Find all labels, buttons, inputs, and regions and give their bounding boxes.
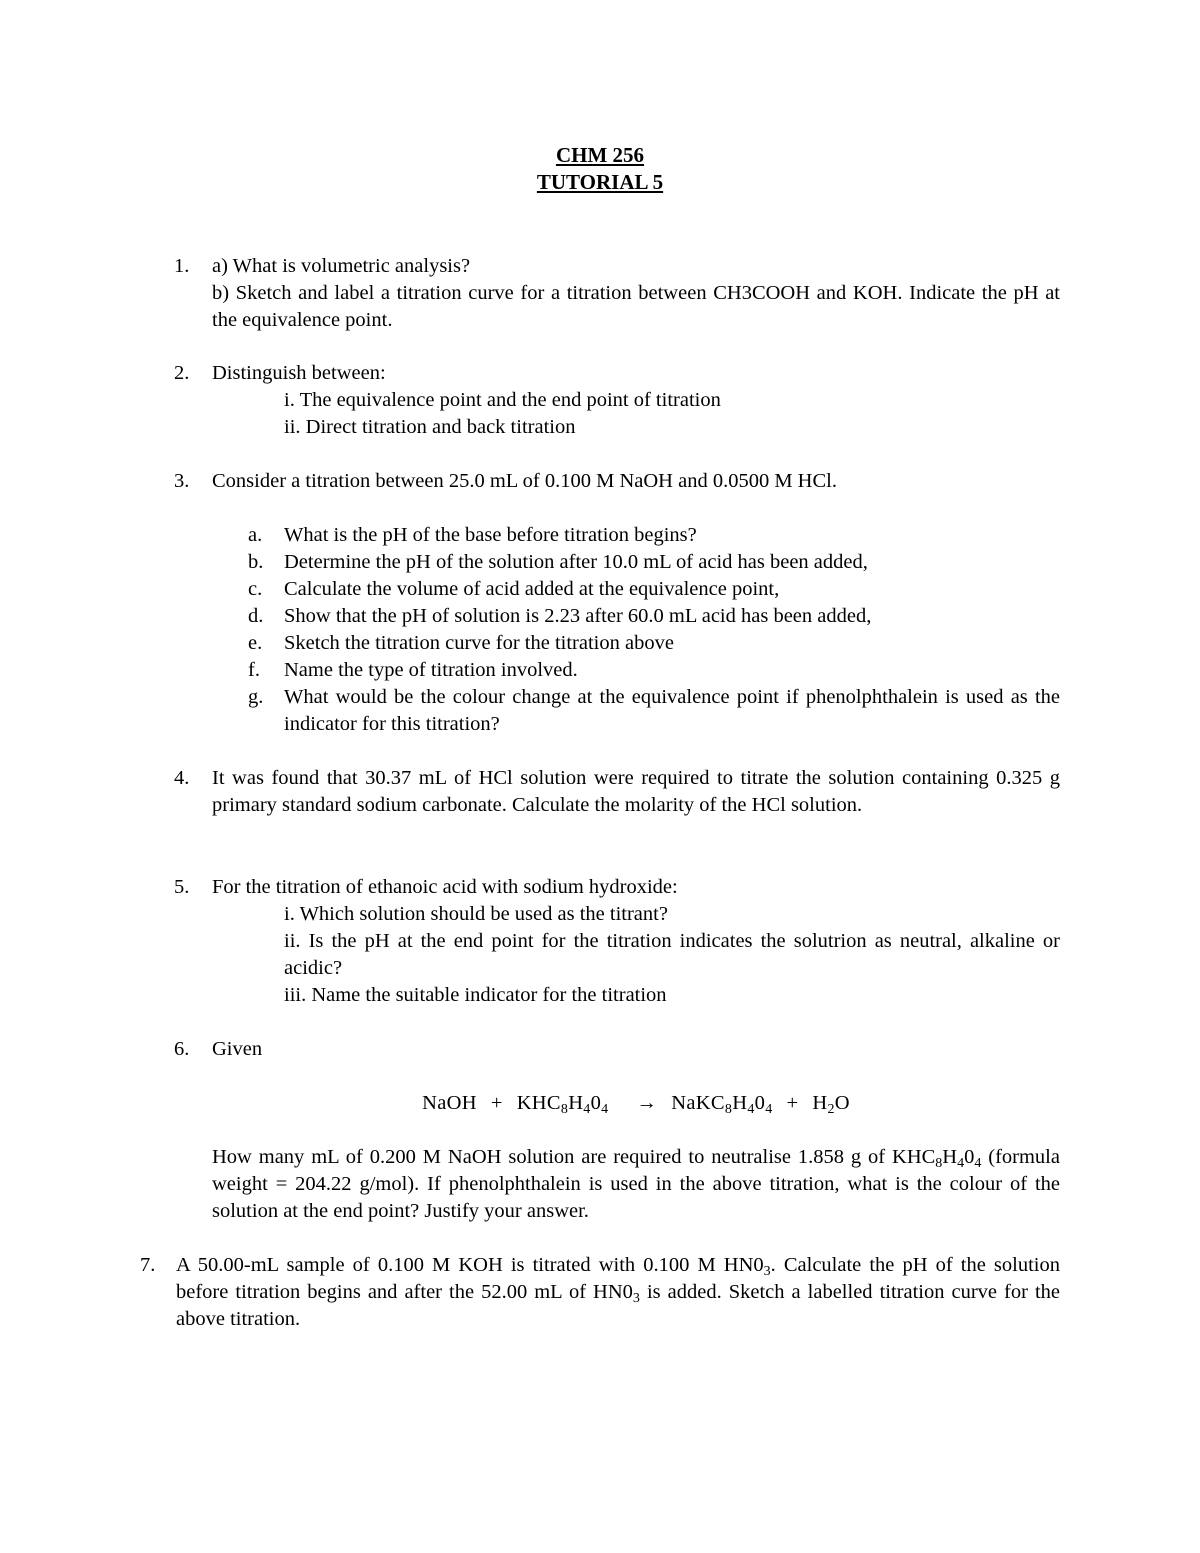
question-5-i: i. Which solution should be used as the titrant? xyxy=(284,903,668,925)
question-number: 7. xyxy=(140,1254,156,1276)
question-3e xyxy=(248,630,1060,657)
subscript: 2 xyxy=(827,1102,835,1117)
question-number: 1. xyxy=(174,255,190,277)
subscript: 4 xyxy=(583,1102,591,1117)
item-text: Determine the pH of the solution after 10.0 mL of acid has been added, xyxy=(284,551,868,573)
question-3g xyxy=(248,684,1060,738)
equation-operator: + xyxy=(786,1092,799,1114)
equation-term: KHC xyxy=(516,1092,561,1114)
equation-term: 0 xyxy=(590,1092,602,1114)
item-letter: a. xyxy=(248,524,263,546)
question-6-text xyxy=(212,1144,1060,1225)
subscript: 4 xyxy=(765,1102,773,1117)
item-text: What would be the colour change at the equivalence point if phenolphthalein is used as the indicator for this titration? xyxy=(284,686,1060,735)
item-letter: f. xyxy=(248,659,260,681)
question-6 xyxy=(174,1036,1060,1225)
question-number: 6. xyxy=(174,1038,190,1060)
question-2-intro: Distinguish between: xyxy=(212,362,386,384)
question-5 xyxy=(174,874,1060,1009)
text-run: H xyxy=(942,1146,958,1168)
question-3-intro: Consider a titration between 25.0 mL of 0.100 M NaOH and 0.0500 M HCl. xyxy=(212,470,837,492)
text-run: . Calculate the pH of the solution before titration begins and after the 52.00 mL of HN0 xyxy=(176,1254,1060,1303)
subscript: 4 xyxy=(957,1156,965,1171)
question-3c xyxy=(248,576,1060,603)
item-text: Calculate the volume of acid added at the equivalence point, xyxy=(284,578,780,600)
text-run: (formula weight = 204.22 g/mol). If phenolphthalein is used in the above titration, what is the colour of the solution at the end point? Justify your answer. xyxy=(212,1146,1060,1222)
equation-term: H xyxy=(732,1092,748,1114)
subscript: 3 xyxy=(632,1291,640,1306)
equation-term: H xyxy=(812,1092,828,1114)
text-run: 0 xyxy=(964,1146,975,1168)
question-6-intro: Given xyxy=(212,1038,263,1060)
question-number: 3. xyxy=(174,470,190,492)
question-7-text xyxy=(176,1252,1060,1333)
item-letter: c. xyxy=(248,578,263,600)
subscript: 3 xyxy=(763,1264,771,1279)
arrow-icon: → xyxy=(636,1092,658,1114)
subscript: 4 xyxy=(974,1156,982,1171)
question-1a: a) What is volumetric analysis? xyxy=(212,255,471,277)
question-3b xyxy=(248,549,1060,576)
question-2-i: i. The equivalence point and the end point of titration xyxy=(284,389,721,411)
question-2-ii: ii. Direct titration and back titration xyxy=(284,416,576,438)
subscript: 4 xyxy=(601,1102,609,1117)
item-text: Show that the pH of solution is 2.23 after 60.0 mL acid has been added, xyxy=(284,605,872,627)
question-2 xyxy=(174,360,1060,441)
question-5-ii: ii. Is the pH at the end point for the titration indicates the solutrion as neutral, alkaline or acidic? xyxy=(284,930,1060,979)
item-letter: e. xyxy=(248,632,263,654)
equation-term: NaOH xyxy=(422,1092,477,1114)
question-3 xyxy=(174,468,1060,738)
subscript: 8 xyxy=(724,1102,733,1117)
item-text: Name the type of titration involved. xyxy=(284,659,578,681)
text-run: is added. Sketch a labelled titration curve for the above titration. xyxy=(176,1281,1060,1330)
chemical-equation xyxy=(212,1090,1060,1117)
document-title: TUTORIAL 5 xyxy=(536,170,664,194)
equation-term: NaKC xyxy=(671,1092,725,1114)
document-header xyxy=(0,142,1200,196)
question-number: 4. xyxy=(174,767,190,789)
question-3a xyxy=(248,522,1060,549)
question-3d xyxy=(248,603,1060,630)
question-5-intro: For the titration of ethanoic acid with sodium hydroxide: xyxy=(212,876,678,898)
question-3f xyxy=(248,657,1060,684)
item-text: What is the pH of the base before titration begins? xyxy=(284,524,697,546)
text-run: How many mL of 0.200 M NaOH solution are required to neutralise 1.858 g of KHC xyxy=(212,1146,936,1168)
question-1b: b) Sketch and label a titration curve for a titration between CH3COOH and KOH. Indicate the pH at the equivalence point. xyxy=(212,282,1060,331)
text-run: A 50.00-mL sample of 0.100 M KOH is titrated with 0.100 M HN0 xyxy=(176,1254,764,1276)
item-text: Sketch the titration curve for the titration above xyxy=(284,632,674,654)
subscript: 4 xyxy=(747,1102,755,1117)
question-4 xyxy=(174,765,1060,819)
course-code: CHM 256 xyxy=(555,143,645,167)
item-letter: b. xyxy=(248,551,264,573)
equation-term: 0 xyxy=(754,1092,766,1114)
subscript: 8 xyxy=(935,1156,943,1171)
question-7 xyxy=(140,1252,1060,1333)
question-1 xyxy=(174,253,1060,334)
question-4-text: It was found that 30.37 mL of HCl solution were required to titrate the solution containing 0.325 g primary standard sodium carbonate. Calculate the molarity of the HCl solution. xyxy=(212,767,1060,816)
equation-operator: + xyxy=(490,1092,503,1114)
item-letter: d. xyxy=(248,605,264,627)
question-number: 5. xyxy=(174,876,190,898)
equation-term: H xyxy=(568,1092,584,1114)
equation-term: O xyxy=(834,1092,850,1114)
subscript: 8 xyxy=(560,1102,569,1117)
question-5-iii: iii. Name the suitable indicator for the titration xyxy=(284,984,667,1006)
question-number: 2. xyxy=(174,362,190,384)
item-letter: g. xyxy=(248,686,264,708)
